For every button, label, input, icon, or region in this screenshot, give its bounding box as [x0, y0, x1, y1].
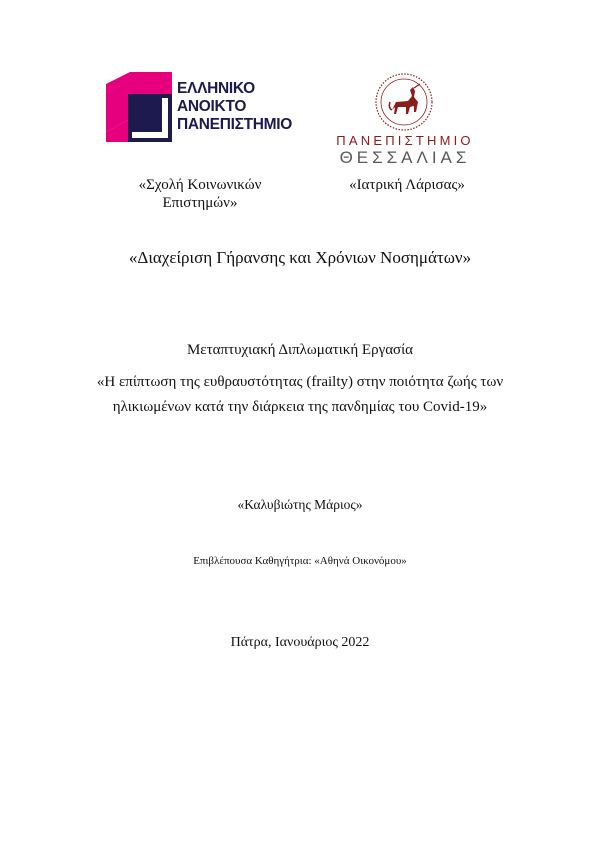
program-title: «Διαχείριση Γήρανσης και Χρόνιων Νοσημάτων»	[128, 248, 472, 267]
eap-logo-line2: ΑΝΟΙΚΤΟ	[177, 98, 247, 115]
eap-logo-line1: ΕΛΛΗΝΙΚΟ	[177, 80, 255, 97]
eap-logo-line3: ΠΑΝΕΠΙΣΤΗΜΙΟ	[177, 116, 293, 133]
centaur-seal-icon	[374, 72, 434, 132]
thesis-type: Μεταπτυχιακή Διπλωματική Εργασία	[186, 342, 414, 358]
uth-logo-line2: ΘΕΣΣΑΛΙΑΣ	[339, 148, 471, 167]
hellenic-open-university-logo	[106, 72, 296, 142]
supervisor: Επιβλέπουσα Καθηγήτρια: «Αθηνά Οικονόμου»	[193, 555, 407, 567]
school-right: «Ιατρική Λάρισας»	[349, 177, 465, 193]
uth-logo-line1: ΠΑΝΕΠΙΣΤΗΜΙΟ	[336, 133, 474, 148]
author-name: «Καλυβιώτης Μάριος»	[237, 497, 363, 512]
place-date: Πάτρα, Ιανουάριος 2022	[230, 635, 370, 650]
school-left: «Σχολή Κοινωνικών Επιστημών»	[138, 177, 262, 211]
university-of-thessaly-logo	[330, 72, 480, 167]
eap-logo-text	[177, 80, 292, 134]
thesis-title: «Η επίπτωση της ευθραυστότητας (frailty) στην ποιότητα ζωής των ηλικιωμένων κατά την διάρκεια της πανδημίας του Covid-19»	[96, 374, 504, 415]
eap-logo-mark	[106, 72, 172, 142]
